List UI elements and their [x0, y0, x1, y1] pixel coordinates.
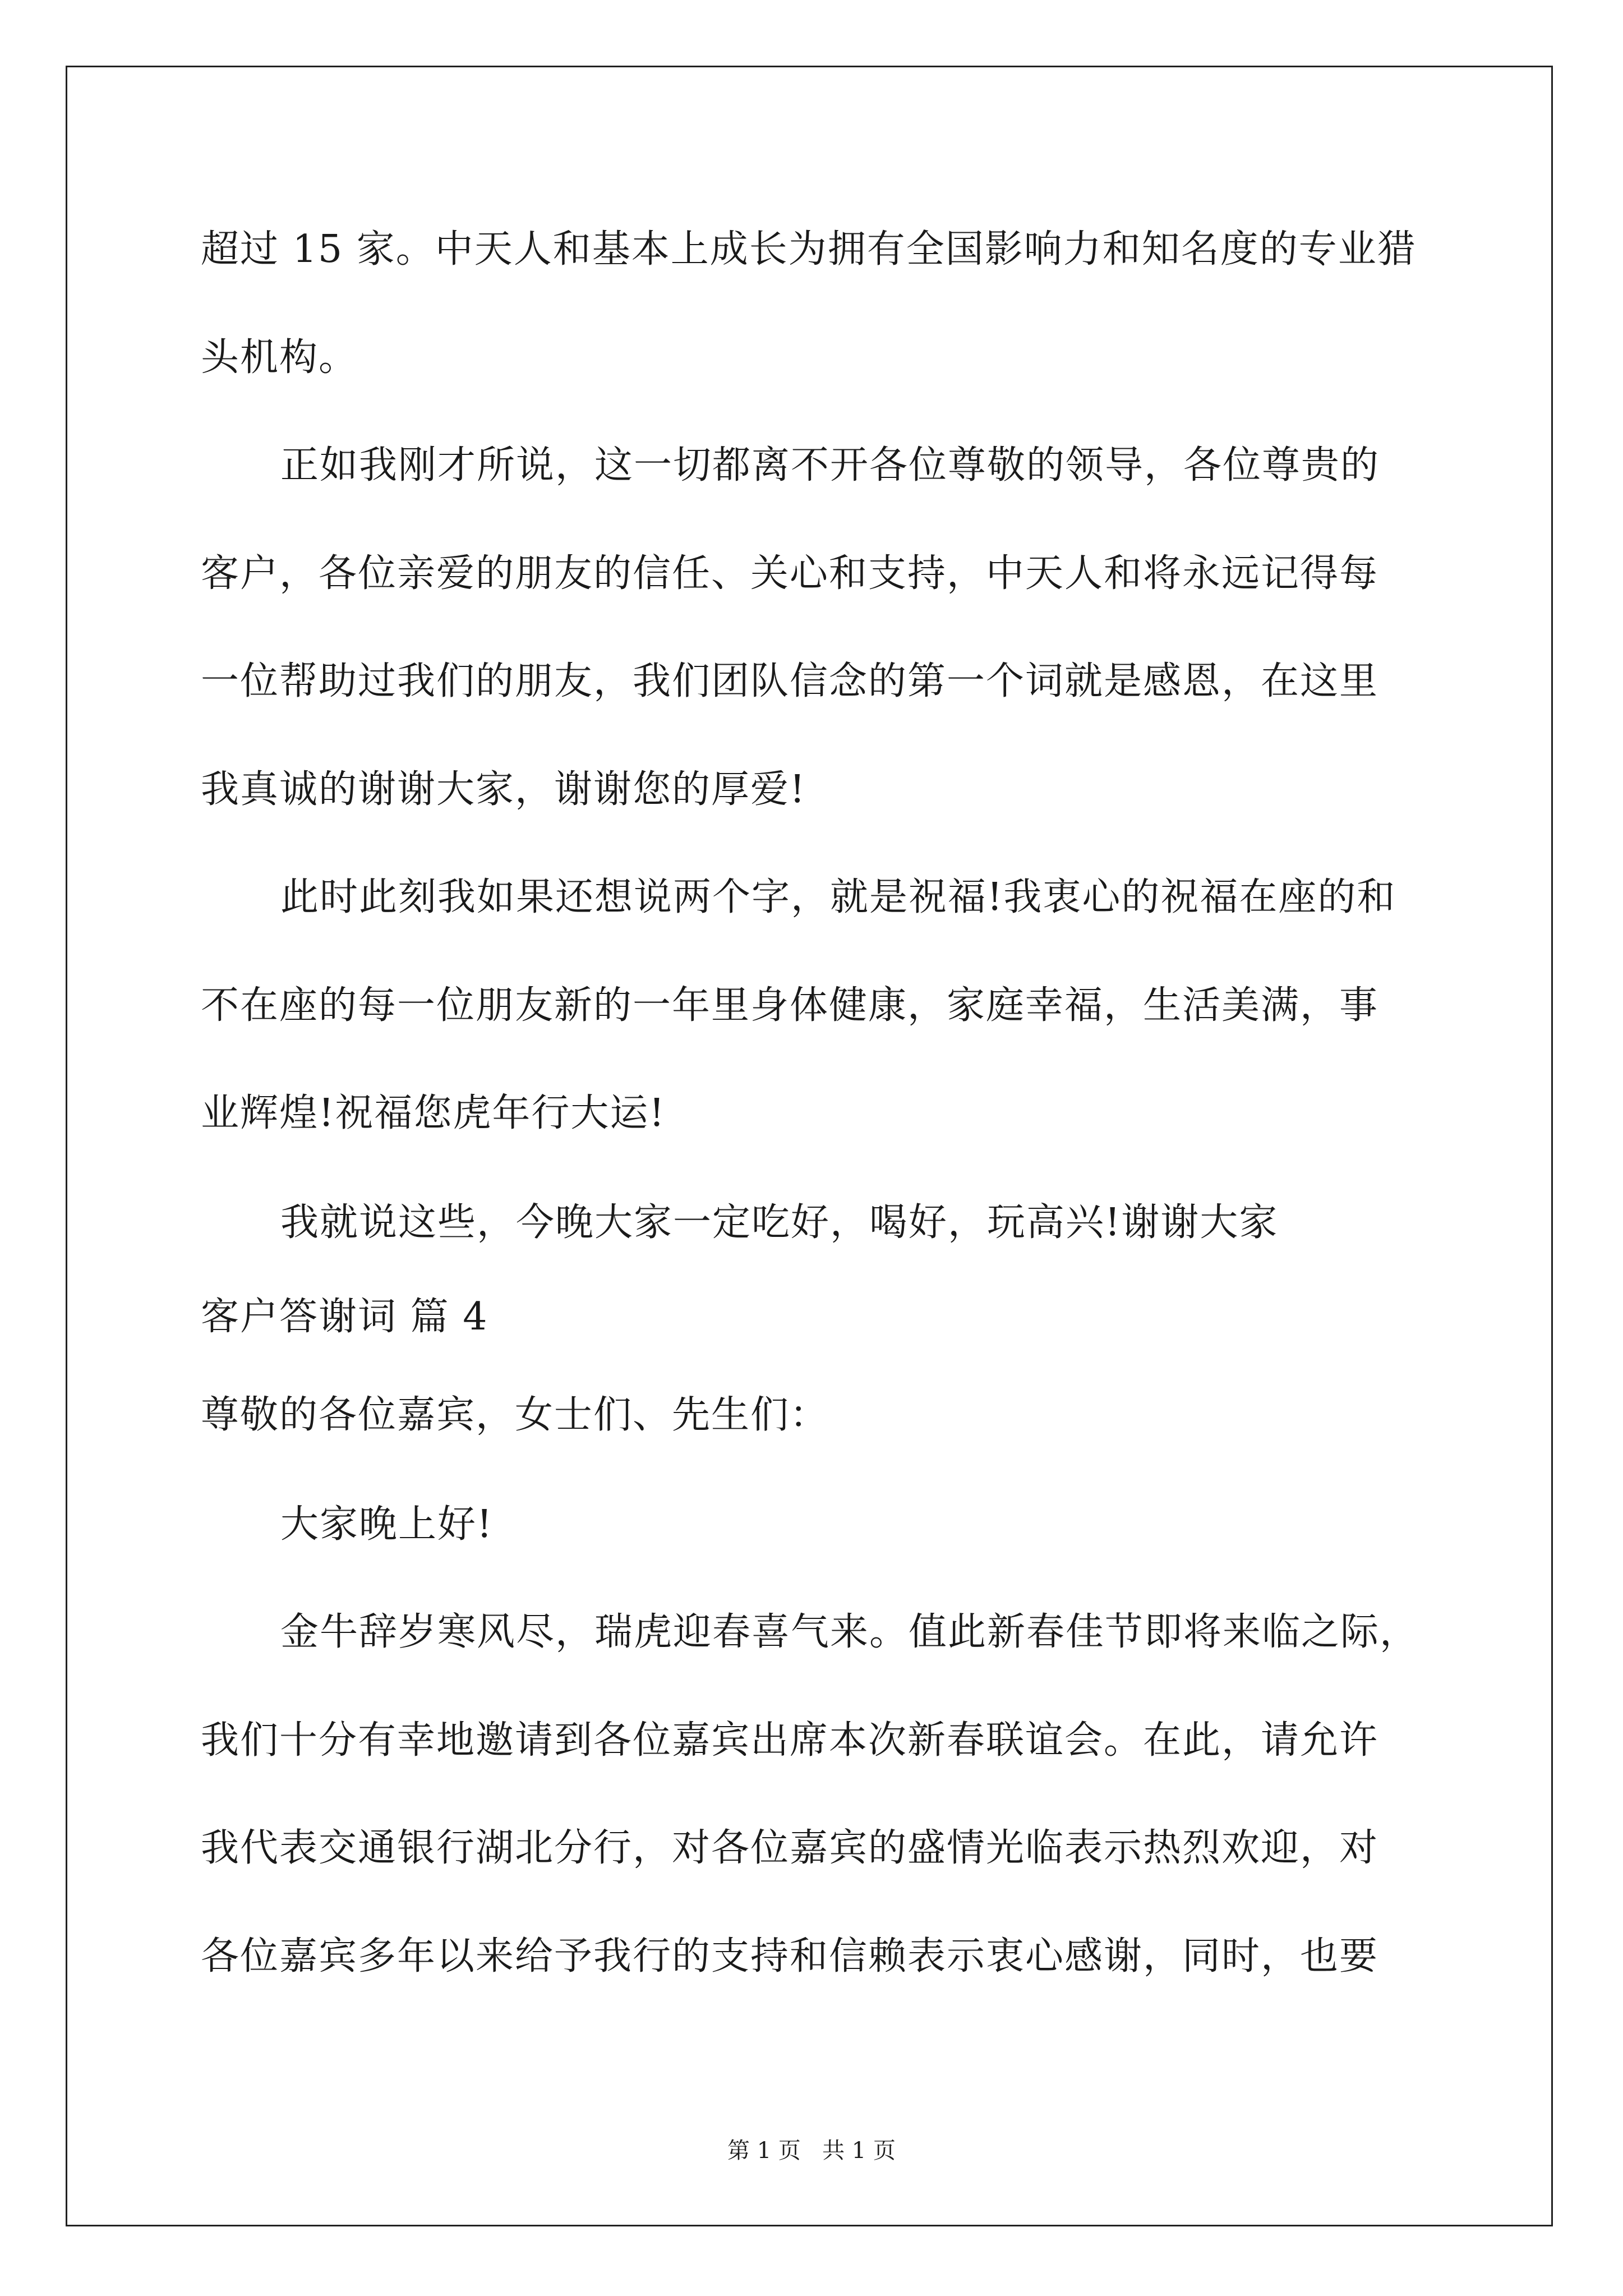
text-line: 头机构。 [201, 335, 358, 380]
text-line: 金牛辞岁寒风尽，瑞虎迎春喜气来。值此新春佳节即将来临之际， [280, 1610, 1419, 1654]
text-line: 我就说这些，今晚大家一定吃好，喝好，玩高兴!谢谢大家 [280, 1200, 1279, 1245]
text-line: 我代表交通银行湖北分行，对各位嘉宾的盛情光临表示热烈欢迎，对 [201, 1826, 1379, 1870]
text-line: 一位帮助过我们的朋友，我们团队信念的第一个词就是感恩，在这里 [201, 659, 1379, 703]
page-border [66, 66, 1553, 2226]
text-line: 业辉煌!祝福您虎年行大运! [201, 1091, 666, 1135]
page-footer: 第 1 页 共 1 页 [727, 2138, 896, 2164]
text-line: 不在座的每一位朋友新的一年里身体健康，家庭幸福，生活美满，事 [201, 983, 1379, 1028]
salutation: 尊敬的各位嘉宾，女士们、先生们： [201, 1393, 829, 1437]
text-line: 客户，各位亲爱的朋友的信任、关心和支持，中天人和将永远记得每 [201, 551, 1379, 596]
greeting: 大家晚上好! [280, 1502, 494, 1547]
section-heading: 客户答谢词 篇 4 [201, 1295, 488, 1339]
text-line: 超过 15 家。中天人和基本上成长为拥有全国影响力和知名度的专业猎 [201, 227, 1417, 272]
text-line: 此时此刻我如果还想说两个字，就是祝福!我衷心的祝福在座的和 [280, 875, 1396, 919]
text-line: 正如我刚才所说，这一切都离不开各位尊敬的领导，各位尊贵的 [280, 443, 1380, 487]
text-line: 我真诚的谢谢大家，谢谢您的厚爱! [201, 767, 806, 812]
text-line: 各位嘉宾多年以来给予我行的支持和信赖表示衷心感谢，同时，也要 [201, 1934, 1379, 1978]
text-line: 我们十分有幸地邀请到各位嘉宾出席本次新春联谊会。在此，请允许 [201, 1718, 1379, 1763]
